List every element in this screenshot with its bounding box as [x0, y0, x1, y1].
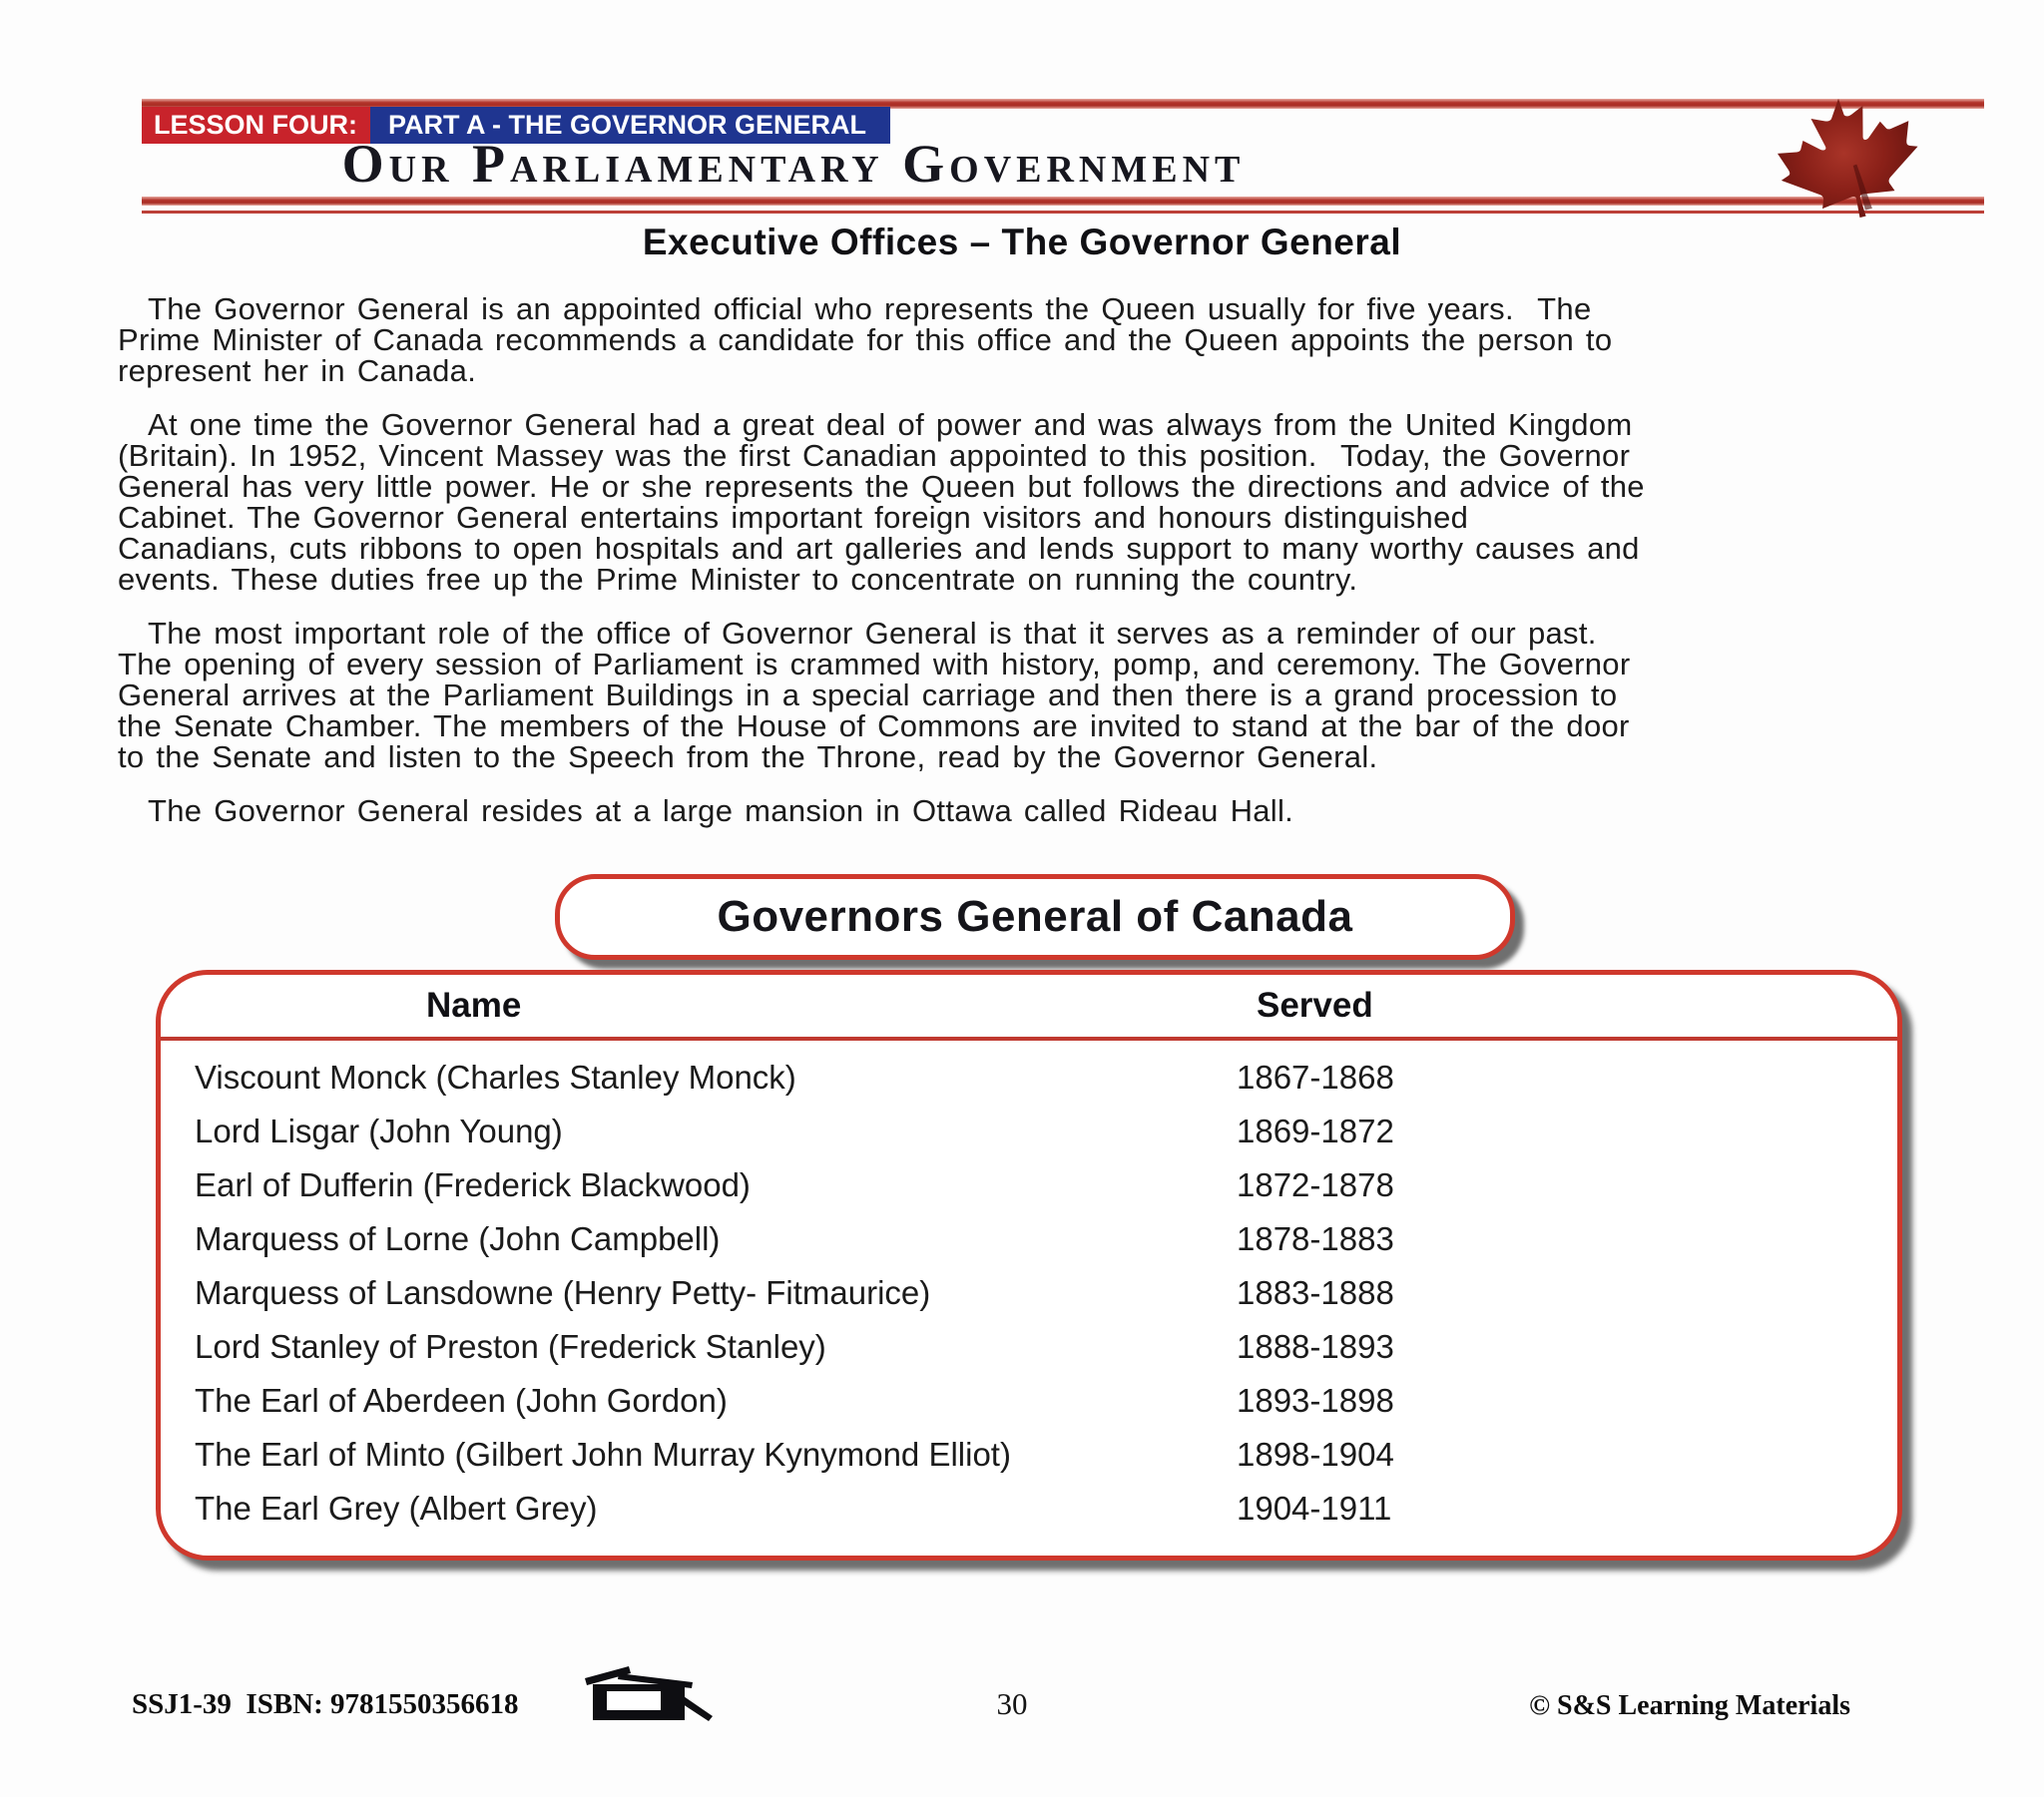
- paragraph: [118, 795, 1929, 826]
- governor-name: Lord Stanley of Preston (Frederick Stanley): [195, 1328, 826, 1365]
- table-row: [161, 1266, 1897, 1320]
- table-row: [161, 1320, 1897, 1374]
- paragraph-line: the Senate Chamber. The members of the House of Commons are invited to stand at the bar of the door: [118, 708, 1630, 743]
- table-header-row: [161, 975, 1897, 1037]
- paragraph-line: events. These duties free up the Prime Minister to concentrate on running the country.: [118, 562, 1358, 597]
- footer-copyright: © S&S Learning Materials: [1529, 1690, 1850, 1721]
- governor-served: 1888-1893: [1237, 1328, 1394, 1365]
- governor-served: 1878-1883: [1237, 1220, 1394, 1257]
- table-row: [161, 1482, 1897, 1536]
- banner-bottom-rule-thin: [142, 211, 1984, 214]
- table-row: [161, 1105, 1897, 1158]
- table-row: [161, 1428, 1897, 1482]
- governor-name: The Earl of Minto (Gilbert John Murray Kynymond Elliot): [195, 1436, 1011, 1473]
- paragraph-line: to the Senate and listen to the Speech from the Throne, read by the Governor General.: [118, 739, 1378, 774]
- column-header-name: Name: [426, 986, 522, 1025]
- section-heading: Executive Offices – The Governor General: [642, 222, 1402, 262]
- governor-served: 1898-1904: [1237, 1436, 1394, 1473]
- banner-bottom-rule-thick: [142, 197, 1984, 206]
- paragraph: [118, 409, 1929, 595]
- governor-name: The Earl of Aberdeen (John Gordon): [195, 1382, 728, 1419]
- column-header-served: Served: [1257, 986, 1373, 1025]
- paragraph-line: At one time the Governor General had a great deal of power and was always from the United Kingdom: [148, 407, 1633, 442]
- governor-name: Lord Lisgar (John Young): [195, 1113, 563, 1149]
- paragraph-line: The Governor General is an appointed official who represents the Queen usually for five years. The: [148, 291, 1592, 326]
- paragraph: [118, 618, 1929, 772]
- governors-title-box: [555, 874, 1515, 960]
- governor-name: Marquess of Lorne (John Campbell): [195, 1220, 721, 1257]
- governor-served: 1893-1898: [1237, 1382, 1394, 1419]
- paragraph-line: General arrives at the Parliament Buildings in a special carriage and then there is a grand procession to: [118, 677, 1618, 712]
- governor-served: 1872-1878: [1237, 1166, 1394, 1203]
- article-body: [118, 293, 1929, 849]
- page-title: Our Parliamentary Government: [341, 134, 1246, 194]
- table-row: [161, 1374, 1897, 1428]
- table-row: [161, 1158, 1897, 1212]
- governor-name: The Earl Grey (Albert Grey): [195, 1490, 598, 1527]
- lesson-badge: LESSON FOUR:: [142, 107, 370, 144]
- table-row: [161, 1212, 1897, 1266]
- part-badge: PART A - THE GOVERNOR GENERAL: [370, 107, 890, 144]
- paragraph-line: Canadians, cuts ribbons to open hospitals and art galleries and lends support to many worthy causes and: [118, 531, 1640, 566]
- paragraph-line: The opening of every session of Parliament is crammed with history, pomp, and ceremony. The Governor: [118, 647, 1631, 681]
- table-row: [161, 1051, 1897, 1105]
- paragraph: [118, 293, 1929, 386]
- governor-served: 1904-1911: [1237, 1490, 1392, 1527]
- paragraph-line: represent her in Canada.: [118, 353, 477, 388]
- paragraph-line: Cabinet. The Governor General entertains important foreign visitors and honours distinguished: [118, 500, 1469, 535]
- governor-served: 1867-1868: [1237, 1059, 1394, 1096]
- table-rows: [161, 1041, 1897, 1536]
- paragraph-line: General has very little power. He or she represents the Queen but follows the directions and advice of the: [118, 469, 1645, 504]
- page-number: 30: [996, 1686, 1028, 1721]
- governor-name: Viscount Monck (Charles Stanley Monck): [195, 1059, 796, 1096]
- governors-table: [156, 970, 1902, 1561]
- governor-served: 1869-1872: [1237, 1113, 1394, 1149]
- paragraph-line: The most important role of the office of Governor General is that it serves as a reminder of our past.: [148, 616, 1597, 651]
- governor-name: Marquess of Lansdowne (Henry Petty- Fitmaurice): [195, 1274, 931, 1311]
- governor-name: Earl of Dufferin (Frederick Blackwood): [195, 1166, 751, 1203]
- footer-isbn: SSJ1-39 ISBN: 9781550356618: [132, 1688, 519, 1720]
- governors-title: Governors General of Canada: [717, 892, 1353, 941]
- paragraph-line: (Britain). In 1952, Vincent Massey was the first Canadian appointed to this position. Today, the Governor: [118, 438, 1631, 473]
- governor-served: 1883-1888: [1237, 1274, 1394, 1311]
- paragraph-line: The Governor General resides at a large mansion in Ottawa called Rideau Hall.: [148, 793, 1294, 828]
- paragraph-line: Prime Minister of Canada recommends a candidate for this office and the Queen appoints the person to: [118, 322, 1613, 357]
